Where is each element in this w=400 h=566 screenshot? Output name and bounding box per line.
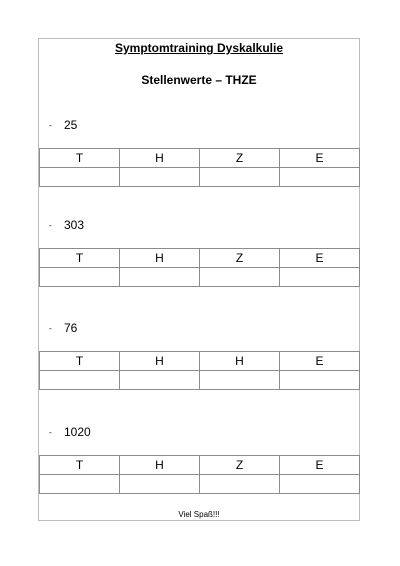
column-header-ones: E bbox=[280, 456, 360, 475]
bullet-marker: - bbox=[49, 427, 52, 437]
column-header-thousands: T bbox=[40, 456, 120, 475]
bullet-marker: - bbox=[49, 220, 52, 230]
task-item bbox=[49, 425, 91, 439]
task-number: 76 bbox=[64, 321, 78, 335]
column-header-ones: E bbox=[280, 149, 360, 168]
answer-cell[interactable] bbox=[40, 371, 120, 390]
table-header-row bbox=[40, 249, 360, 268]
task-item bbox=[49, 218, 84, 232]
column-header-tens: Z bbox=[200, 149, 280, 168]
answer-cell[interactable] bbox=[40, 168, 120, 187]
task-number: 303 bbox=[64, 218, 85, 232]
answer-cell[interactable] bbox=[200, 168, 280, 187]
worksheet-title: Symptomtraining Dyskalkulie bbox=[114, 41, 284, 55]
answer-cell[interactable] bbox=[120, 268, 200, 287]
task-item bbox=[49, 321, 77, 335]
column-header-thousands: T bbox=[40, 149, 120, 168]
column-header-hundreds: H bbox=[120, 149, 200, 168]
place-value-table bbox=[39, 351, 360, 390]
answer-cell[interactable] bbox=[200, 475, 280, 494]
column-header-hundreds: H bbox=[120, 456, 200, 475]
answer-cell[interactable] bbox=[280, 168, 360, 187]
place-value-table bbox=[39, 248, 360, 287]
column-header-thousands: T bbox=[40, 352, 120, 371]
answer-row bbox=[40, 168, 360, 187]
footer-note: Viel Spaß!!! bbox=[178, 510, 220, 519]
place-value-table bbox=[39, 148, 360, 187]
task-number: 1020 bbox=[64, 425, 91, 439]
place-value-table bbox=[39, 455, 360, 494]
answer-row bbox=[40, 268, 360, 287]
column-header-tens: Z bbox=[200, 249, 280, 268]
bullet-marker: - bbox=[49, 323, 52, 333]
task-number: 25 bbox=[64, 118, 78, 132]
column-header-ones: E bbox=[280, 249, 360, 268]
table-header-row bbox=[40, 149, 360, 168]
answer-cell[interactable] bbox=[40, 268, 120, 287]
column-header-tens: Z bbox=[200, 456, 280, 475]
answer-cell[interactable] bbox=[120, 475, 200, 494]
column-header-hundreds: H bbox=[120, 352, 200, 371]
answer-cell[interactable] bbox=[120, 168, 200, 187]
answer-cell[interactable] bbox=[280, 475, 360, 494]
worksheet-subtitle: Stellenwerte – THZE bbox=[141, 73, 257, 87]
column-header-hundreds: H bbox=[120, 249, 200, 268]
answer-cell[interactable] bbox=[280, 268, 360, 287]
answer-row bbox=[40, 371, 360, 390]
table-header-row bbox=[40, 352, 360, 371]
answer-cell[interactable] bbox=[40, 475, 120, 494]
answer-cell[interactable] bbox=[120, 371, 200, 390]
answer-cell[interactable] bbox=[200, 371, 280, 390]
column-header-thousands: T bbox=[40, 249, 120, 268]
answer-row bbox=[40, 475, 360, 494]
column-header-ones: E bbox=[280, 352, 360, 371]
column-header-tens: H bbox=[200, 352, 280, 371]
answer-cell[interactable] bbox=[280, 371, 360, 390]
answer-cell[interactable] bbox=[200, 268, 280, 287]
table-header-row bbox=[40, 456, 360, 475]
task-item bbox=[49, 118, 77, 132]
bullet-marker: - bbox=[49, 120, 52, 130]
